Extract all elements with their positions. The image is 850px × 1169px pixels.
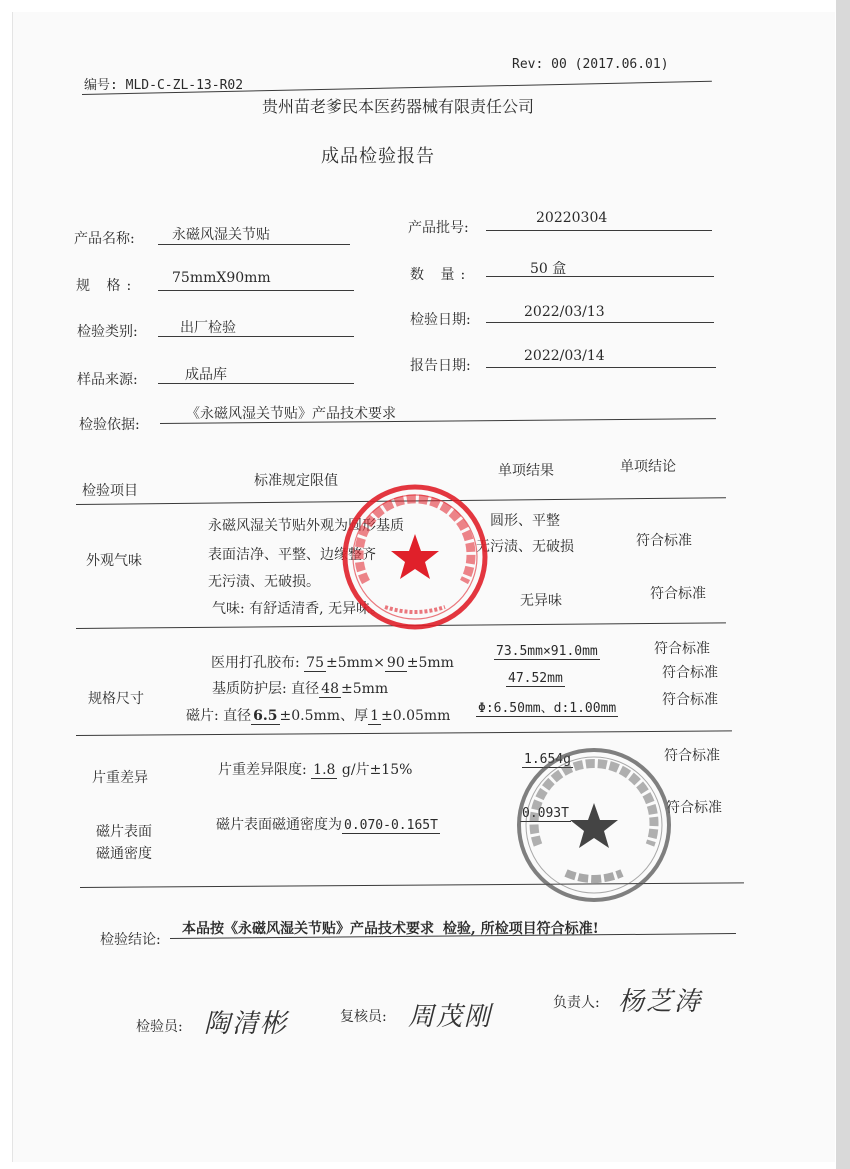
row-size-std-3-d: ±0.05mm: [381, 708, 451, 724]
row-size-std-1: [211, 652, 454, 672]
report-date-label: 报告日期:: [410, 358, 471, 374]
batch-label: 产品批号:: [408, 220, 469, 236]
row-size-conclusion-1: 符合标准: [654, 641, 710, 657]
inspection-date-label: 检验日期:: [410, 312, 471, 328]
row-flux-item-1: 磁片表面: [96, 824, 152, 840]
batch-underline: [486, 230, 712, 231]
row-size-std-2-prefix: 基质防护层: 直径: [212, 681, 320, 697]
product-name-underline: [158, 244, 350, 245]
batch-value: 20220304: [536, 210, 608, 226]
row-weight-std-prefix: 片重差异限度:: [218, 762, 312, 778]
sample-source-value: 成品库: [185, 367, 227, 383]
document-number: 编号: MLD-C-ZL-13-R02: [84, 78, 244, 93]
row-weight-std-b: g/片±15%: [341, 762, 413, 778]
row-appearance-std-2: 表面洁净、平整、边缘整齐: [208, 547, 376, 563]
row-size-std-1-b: ±5mm×: [326, 655, 385, 671]
row-size-std-2-a: 48: [321, 681, 339, 697]
row-flux-result: 0.093T: [522, 806, 569, 821]
row-flux-std-a: 0.070-0.165T: [344, 818, 438, 833]
spec-value: 75mmX90mm: [172, 270, 271, 286]
row-appearance-result-1: 圆形、平整: [490, 513, 560, 529]
inspection-date-underline: [486, 322, 714, 323]
row-flux-std-prefix: 磁片表面磁通密度为: [216, 817, 342, 833]
sample-source-underline: [158, 383, 354, 384]
row-weight-std: [218, 759, 412, 779]
conclusion-label: 检验结论:: [100, 932, 161, 948]
reviewer-label: 复核员:: [340, 1009, 387, 1025]
qty-label: 数 量:: [410, 267, 472, 283]
row-flux-std: [216, 814, 440, 834]
row-size-result-1: 73.5mm×91.0mm: [496, 644, 598, 659]
basis-label: 检验依据:: [79, 417, 140, 433]
col-item-header: 检验项目: [82, 483, 138, 499]
product-name-label: 产品名称:: [74, 231, 135, 247]
conclusion-part-2: 检验, 所检项目符合标准!: [442, 921, 599, 937]
row-size-std-2-b: ±5mm: [341, 681, 389, 697]
inspection-type-value: 出厂检验: [180, 320, 236, 336]
qc-gray-seal: [514, 745, 674, 905]
spec-underline: [158, 290, 354, 291]
row-size-std-3-a: 6.5: [253, 708, 278, 724]
row-size-conclusion-3: 符合标准: [662, 692, 718, 708]
row-size-result-3: Φ:6.50mm、d:1.00mm: [476, 697, 618, 717]
row-size-result-2: 47.52mm: [508, 671, 563, 686]
col-conclusion-header: 单项结论: [620, 459, 676, 475]
row-size-conclusion-2: 符合标准: [662, 665, 718, 681]
inspection-date-value: 2022/03/13: [524, 304, 605, 320]
row-size-std-1-d: ±5mm: [406, 655, 454, 671]
revision: Rev: 00 (2017.06.01): [512, 57, 669, 72]
inspection-type-label: 检验类别:: [77, 324, 138, 340]
basis-value: 《永磁风湿关节贴》产品技术要求: [186, 406, 396, 422]
report-date-value: 2022/03/14: [524, 348, 605, 364]
row-size-std-3-c: 1: [370, 708, 379, 724]
row-weight-std-a: 1.8: [313, 762, 336, 778]
report-date-underline: [486, 367, 716, 368]
product-name-value: 永磁风湿关节贴: [172, 227, 270, 243]
row-appearance-result-3: 无异味: [520, 593, 562, 609]
scan-edge-shadow: [836, 0, 850, 1169]
row-size-std-3: [186, 705, 450, 725]
conclusion-part-1: 本品按《永磁风湿关节贴》产品技术要求: [182, 921, 434, 937]
row-appearance-result-2: 无污渍、无破损: [476, 539, 574, 555]
col-standard-header: 标准规定限值: [254, 473, 338, 489]
reviewer-signature: 周茂刚: [408, 1002, 493, 1032]
row-appearance-item: 外观气味: [86, 553, 142, 569]
gray-seal-star-icon: [570, 803, 618, 848]
row-flux-item-2: 磁通密度: [96, 846, 152, 862]
row-size-std-3-b: ±0.5mm、厚: [279, 708, 369, 724]
row-appearance-conclusion-2: 符合标准: [650, 586, 706, 602]
row-appearance-std-1: 永磁风湿关节贴外观为圆形基质: [208, 518, 404, 534]
company-name: 贵州苗老爹民本医药器械有限责任公司: [262, 97, 535, 116]
row-size-std-1-c: 90: [386, 655, 405, 671]
row-weight-item: 片重差异: [92, 770, 148, 786]
col-result-header: 单项结果: [498, 463, 554, 479]
qty-value: 50 盒: [530, 261, 567, 277]
row-appearance-std-3: 无污渍、无破损。: [208, 574, 320, 590]
row-weight-result: 1.654g: [524, 752, 571, 767]
inspector-label: 检验员:: [136, 1019, 183, 1035]
qty-underline: [486, 276, 714, 277]
page-title: 成品检验报告: [321, 146, 435, 167]
row-appearance-std-4: 气味: 有舒适清香, 无异味。: [212, 601, 385, 617]
manager-signature: 杨芝涛: [618, 987, 703, 1017]
row-size-std-3-prefix: 磁片: 直径: [186, 708, 252, 724]
inspector-signature: 陶清彬: [204, 1009, 289, 1039]
red-seal-star-icon: [391, 534, 439, 579]
row-size-item: 规格尺寸: [88, 691, 144, 707]
row-size-std-2: [212, 678, 388, 698]
row-weight-conclusion: 符合标准: [664, 748, 720, 764]
company-red-seal: [340, 482, 490, 632]
spec-label: 规 格:: [76, 278, 138, 294]
row-appearance-conclusion-1: 符合标准: [636, 533, 692, 549]
row-flux-conclusion: 符合标准: [666, 800, 722, 816]
inspection-type-underline: [158, 336, 354, 337]
manager-label: 负责人:: [553, 995, 600, 1011]
row-size-std-1-a: 75: [306, 655, 324, 671]
row-size-std-1-prefix: 医用打孔胶布:: [211, 655, 305, 671]
sample-source-label: 样品来源:: [77, 372, 138, 388]
